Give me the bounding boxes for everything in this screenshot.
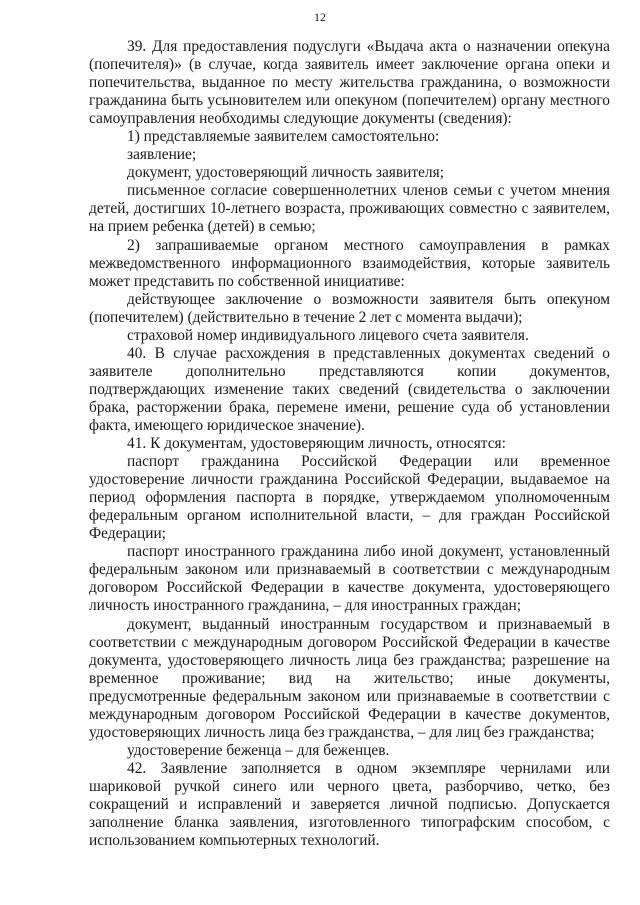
identity-doc-russian-passport: паспорт гражданина Российской Федерации или временное удостоверение личности гражданина Российской Федерации, выдаваемое на период оформления паспорта в порядке, утверждаемом уполномоченным федеральным органом исполнительной власти, – для граждан Российской Федерации; (89, 453, 610, 543)
identity-doc-refugee: удостоверение беженца – для беженцев. (127, 741, 390, 759)
paragraph-42: 42. Заявление заполняется в одном экземпляре чернилами или шариковой ручкой синего или черного цвета, разборчиво, четко, без сокращений и исправлений и заверяется личной подписью. Допускается заполнение бланка заявления, изготовленного типографским способом, с использованием компьютерных технологий. (89, 759, 610, 850)
list-subitem-identity-document: документ, удостоверяющий личность заявителя; (127, 164, 444, 182)
paragraph-41: 41. К документам, удостоверяющим личность, относятся: (127, 435, 506, 453)
paragraph-39: 39. Для предоставления подуслуги «Выдача акта о назначении опекуна (попечителя)» (в случае, когда заявитель имеет заключение органа опеки и попечительства, выданное по месту жительства гражданина, о возможности гражданина быть усыновителем или опекуном (попечителем) органу местного самоуправления необходимы следующие документы (сведения): (89, 38, 610, 128)
list-item-1: 1) представляемые заявителем самостоятельно: (127, 128, 440, 146)
identity-doc-stateless: документ, выданный иностранным государством и признаваемый в соответствии с международным договором Российской Федерации в качестве документа, удостоверяющего личность лица без гражданства; разрешение на временное проживание; вид на жительство; иные документы, предусмотренные федеральным законом или признаваемые в соответствии с международным договором Российской Федерации в качестве документов, удостоверяющих личность лица без гражданства, – для лиц без гражданства; (89, 615, 610, 741)
identity-doc-foreign-passport: паспорт иностранного гражданина либо иной документ, установленный федеральным законом или признаваемый в соответствии с международным договором Российской Федерации в качестве документа, удостоверяющего личность иностранного гражданина, – для иностранных граждан; (89, 543, 610, 615)
list-subitem-insurance-number: страховой номер индивидуального лицевого счета заявителя. (127, 326, 529, 344)
list-subitem-application: заявление; (127, 146, 197, 164)
document-body (89, 38, 610, 850)
page-number: 12 (314, 10, 326, 24)
list-subitem-guardian-conclusion: действующее заключение о возможности заявителя быть опекуном (попечителем) (действительно в течение 2 лет с момента выдачи); (89, 290, 610, 326)
list-item-2: 2) запрашиваемые органом местного самоуправления в рамках межведомственного информационного взаимодействия, которые заявитель может представить по собственной инициативе: (89, 236, 610, 290)
paragraph-40: 40. В случае расхождения в представленных документах сведений о заявителе дополнительно представляются копии документов, подтверждающих изменение таких сведений (свидетельства о заключении брака, расторжении брака, перемене имени, решение суда об установлении факта, имеющего юридическое значение). (89, 344, 610, 434)
list-subitem-family-consent: письменное согласие совершеннолетних членов семьи с учетом мнения детей, достигших 10-летнего возраста, проживающих совместно с заявителем, на прием ребенка (детей) в семью; (89, 182, 610, 236)
